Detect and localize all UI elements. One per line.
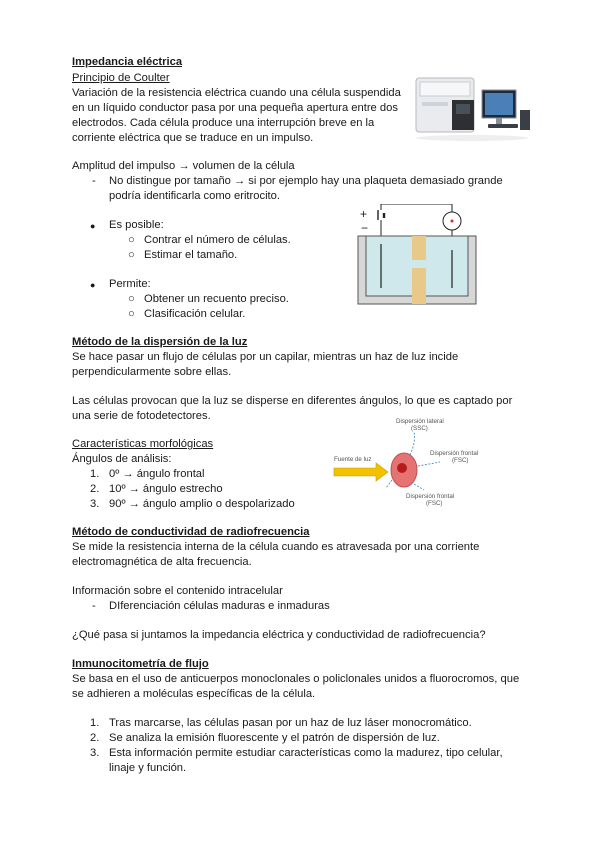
dispersion-para2-line-2: una serie de fotodetectores. [72, 410, 211, 422]
angle-item-1: 0º → ángulo frontal [109, 468, 205, 480]
cell-nucleus [397, 463, 407, 473]
bullet: ● [90, 221, 96, 231]
angle-number: 2. [90, 483, 100, 495]
inmuno-para-line-1: Se basa en el uso de anticuerpos monoclonales o policlonales unidos a fluorocromos, que [72, 673, 520, 685]
coulter-para-line-4: corriente eléctrica que se traduce en un impulso. [72, 132, 314, 144]
minus-sign: − [361, 221, 369, 235]
coulter-para-line-1: Variación de la resistencia eléctrica cuando una célula suspendida [72, 87, 401, 99]
analyzer-stripe [422, 102, 448, 106]
dash-bullet: - [92, 600, 96, 612]
rf-dash-item: DIferenciación células maduras e inmaduras [109, 600, 330, 612]
coulter-principle-diagram [356, 204, 480, 308]
angle-number: 3. [90, 498, 100, 510]
keyboard [488, 124, 518, 128]
heading-impedancia: Impedancia eléctrica [72, 56, 183, 68]
label-side-scatter-abbr: (SSC) [411, 425, 428, 432]
step-number: 3. [90, 747, 100, 759]
es-posible-label: Es posible: [109, 219, 164, 231]
heading-inmunocitometria: Inmunocitometría de flujo [72, 658, 209, 670]
label-light-source: Fuente de luz [334, 456, 372, 463]
permite-item-1: Obtener un recuento preciso. [144, 293, 289, 305]
angle-number: 1. [90, 468, 100, 480]
aperture-opening [412, 260, 426, 268]
circle-bullet: ○ [128, 293, 135, 305]
step-1-line-1: Tras marcarse, las células pasan por un haz de luz láser monocromático. [109, 717, 472, 729]
rf-para-line-1: Se mide la resistencia interna de la célula cuando es atravesada por una corriente [72, 541, 480, 553]
step-number: 2. [90, 732, 100, 744]
rf-question: ¿Qué pasa si juntamos la impedancia eléctrica y conductividad de radiofrecuencia? [72, 629, 486, 641]
scatter-ray-back [386, 480, 392, 488]
dispersion-para1-line-2: perpendicularmente sobre ellas. [72, 366, 232, 378]
amplitude-line: Amplitud del impulso → volumen de la célula [72, 160, 295, 172]
dispersion-para2-line-1: Las células provocan que la luz se disperse en diferentes ángulos, lo que es captado por [72, 395, 513, 407]
heading-radiofrecuencia: Método de conductividad de radiofrecuencia [72, 526, 310, 538]
step-3-line-2: linaje y función. [109, 762, 187, 774]
heading-dispersion: Método de la dispersión de la luz [72, 336, 248, 348]
ammeter-needle-dot [451, 220, 454, 223]
coulter-para-line-3: electrodos. Cada célula produce una interrupción breve en la [72, 117, 375, 129]
analyzer-rack [456, 104, 470, 114]
dash-bullet: - [92, 175, 96, 187]
circle-bullet: ○ [128, 308, 135, 320]
permite-item-2: Clasificación celular. [144, 308, 246, 320]
hematology-analyzer-illustration [412, 72, 534, 144]
bullet: ● [90, 280, 96, 290]
inmuno-para-line-2: se adhieren a moléculas específicas de la célula. [72, 688, 316, 700]
label-forward-scatter-bottom-abbr: (FSC) [426, 500, 443, 507]
es-posible-item-1: Contrar el número de células. [144, 234, 291, 246]
light-beam-arrow [334, 463, 388, 481]
computer-tower [520, 110, 530, 130]
size-note-line-1: No distingue por tamaño → si por ejemplo hay una plaqueta demasiado grande [109, 175, 503, 187]
rf-para-line-2: electromagnética de alta frecuencia. [72, 556, 252, 568]
angles-label: Ángulos de análisis: [72, 453, 172, 465]
es-posible-item-2: Estimar el tamaño. [144, 249, 238, 261]
circle-bullet: ○ [128, 234, 135, 246]
shadow [416, 135, 528, 141]
light-scatter-diagram [332, 414, 496, 508]
label-forward-scatter-bottom: Dispersión frontal [406, 493, 455, 500]
scatter-ray-side [410, 432, 415, 455]
step-2-line-1: Se analiza la emisión fluorescente y el patrón de dispersión de luz. [109, 732, 440, 744]
circle-bullet: ○ [128, 249, 135, 261]
rf-info-line: Información sobre el contenido intracelular [72, 585, 283, 597]
analyzer-top-panel [420, 82, 470, 96]
step-number: 1. [90, 717, 100, 729]
aperture-wall [412, 236, 426, 304]
permite-label: Permite: [109, 278, 151, 290]
angle-item-2: 10º → ángulo estrecho [109, 483, 223, 495]
coulter-para-line-2: en un líquido conductor pasa por una pequeña apertura entre dos [72, 102, 398, 114]
label-forward-scatter-right: Dispersión frontal [430, 450, 479, 457]
subheading-coulter: Principio de Coulter [72, 72, 170, 84]
scatter-ray-forward [418, 462, 440, 466]
label-side-scatter: Dispersión lateral [396, 418, 444, 425]
monitor-stand [496, 118, 502, 124]
step-3-line-1: Esta información permite estudiar características como la madurez, tipo celular, [109, 747, 503, 759]
size-note-line-2: podría identificarla como eritrocito. [109, 190, 280, 202]
dispersion-para1-line-1: Se hace pasar un flujo de células por un capilar, mientras un haz de luz incide [72, 351, 459, 363]
scatter-ray-bottom [414, 484, 424, 490]
angle-item-3: 90º → ángulo amplio o despolarizado [109, 498, 295, 510]
monitor-screen [485, 93, 513, 115]
plus-sign: + [360, 207, 368, 221]
subheading-morphology: Características morfológicas [72, 438, 214, 450]
label-forward-scatter-right-abbr: (FSC) [452, 457, 469, 464]
